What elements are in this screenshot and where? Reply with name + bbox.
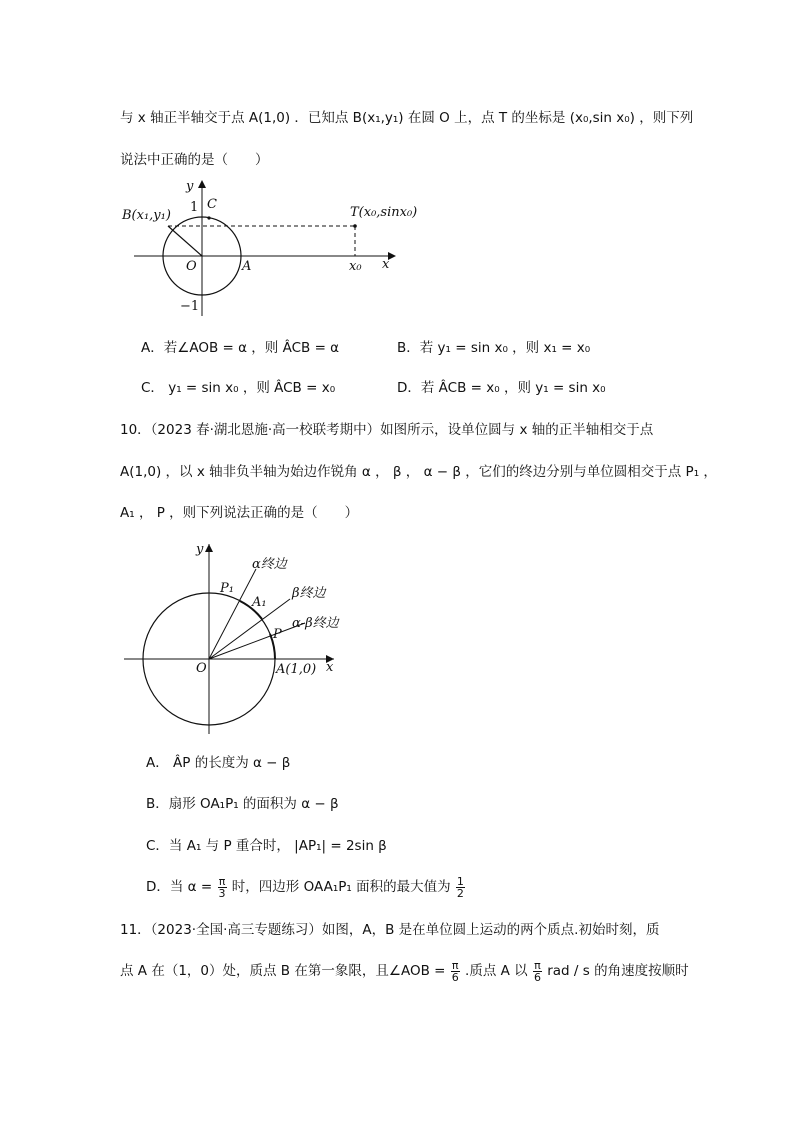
q9-stem-line2: 说法中正确的是（ ） [120,152,269,168]
q10-label-a1: A₁ [252,595,267,610]
q10-label-x: x [326,660,334,675]
q10-label-alpha-side: α终边 [252,557,287,572]
q10-label-p: P [273,627,282,642]
q10-option-d-result-den: 2 [456,886,464,900]
q9-label-y: y [186,179,194,194]
q9-option-a[interactable]: A．若∠AOB = α ，则 ÂCB = α [141,340,340,356]
q10-label-diff-side: α-β终边 [292,616,339,631]
q9-label-c: C [207,197,217,212]
q10-option-d-alpha-fraction [218,876,227,899]
q11-angle-num: π [451,958,459,972]
q10-label-p1: P₁ [220,581,234,596]
q11-stem-line2 [120,958,689,984]
q10-option-d-alpha-den: 3 [218,886,226,900]
q11-speed-fraction [533,960,542,983]
q10-stem-line1: 10．（2023 春·湖北恩施·高一校联考期中）如图所示，设单位圆与 x 轴的正半轴相交于点 [120,422,654,438]
q10-option-d-prefix: D．当 α = [146,879,213,895]
q10-option-d-alpha-num: π [218,874,226,888]
q10-unit-circle-figure [120,536,360,736]
q9-stem-line1: 与 x 轴正半轴交于点 A(1,0) ．已知点 B(x₁,y₁) 在圆 O 上，点 T 的坐标是 (x₀,sin x₀) ，则下列 [120,110,694,126]
q10-option-b[interactable]: B．扇形 OA₁P₁ 的面积为 α − β [146,796,339,812]
q10-option-d-result-num: 1 [456,874,464,888]
q9-label-one: 1 [190,200,199,215]
q9-y-axis-arrow [198,180,206,188]
q10-diff-terminal-side [209,623,305,659]
q9-option-c[interactable]: C． y₁ = sin x₀ ，则 ÂCB = x₀ [141,380,336,396]
q9-unit-circle-figure [118,176,418,326]
q9-option-b[interactable]: B．若 y₁ = sin x₀ ，则 x₁ = x₀ [397,340,591,356]
q11-angle-den: 6 [451,970,459,984]
q11-line2-middle: .质点 A 以 [465,963,528,979]
q10-label-beta-side: β终边 [292,586,326,601]
q9-label-b: B(x₁,y₁) [122,208,171,223]
q10-label-y: y [196,542,204,557]
q9-label-a: A [242,259,252,274]
q11-line2-suffix: rad / s 的角速度按顺时 [547,963,689,979]
q10-option-a[interactable]: A． ÂP 的长度为 α − β [146,755,291,771]
q11-speed-num: π [534,958,541,972]
q10-label-a: A(1,0) [276,662,317,677]
q10-stem-line2: A(1,0) ，以 x 轴非负半轴为始边作锐角 α ， β ， α − β ，它们的终边分别与单位圆相交于点 P₁ ， [120,464,717,480]
q9-label-x: x [382,257,390,272]
q10-option-d[interactable] [146,874,466,900]
q11-line2-prefix: 点 A 在（1，0）处，质点 B 在第一象限，且∠AOB = [120,963,446,979]
q9-option-d[interactable]: D．若 ÂCB = x₀ ，则 y₁ = sin x₀ [397,380,606,396]
q10-option-d-middle: 时，四边形 OAA₁P₁ 面积的最大值为 [231,879,451,895]
q9-point-c [207,216,210,219]
q9-label-t: T(x₀,sinx₀) [350,205,418,220]
q11-speed-den: 6 [533,970,541,984]
q10-option-d-result-fraction [456,876,465,899]
q10-label-o: O [196,661,207,676]
q11-stem-line1: 11．（2023·全国·高三专题练习）如图，A，B 是在单位圆上运动的两个质点.初始时刻，质 [120,922,660,938]
q9-point-t [353,224,357,228]
q9-radius-ob [168,226,202,256]
q9-label-neg-one: −1 [180,299,200,314]
q10-stem-line3: A₁ ， P ，则下列说法正确的是（ ） [120,505,359,521]
q10-y-axis-arrow [205,544,213,552]
q11-angle-fraction [451,960,460,983]
q9-label-o: O [186,259,197,274]
q10-option-c[interactable]: C．当 A₁ 与 P 重合时， |AP₁| = 2sin β [146,838,387,854]
q9-label-x0: x₀ [349,259,362,274]
